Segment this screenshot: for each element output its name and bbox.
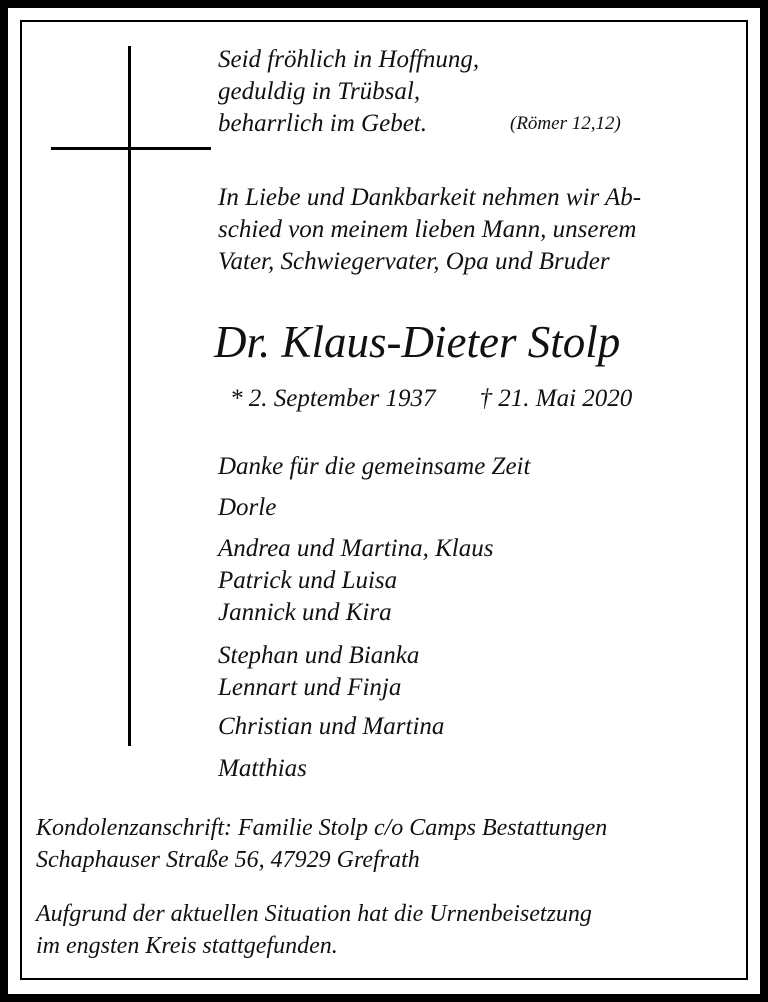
mourner-line: Stephan und Bianka bbox=[218, 642, 420, 669]
intro-line: In Liebe und Dankbarkeit nehmen wir Ab- bbox=[218, 184, 642, 211]
birth-date: * 2. September 1937 bbox=[230, 385, 436, 412]
condolence-line: Schaphauser Straße 56, 47929 Grefrath bbox=[36, 847, 420, 873]
mourner-group bbox=[218, 753, 307, 785]
verse-reference: (Römer 12,12) bbox=[510, 113, 621, 134]
mourner-group bbox=[218, 533, 493, 629]
intro-text bbox=[218, 182, 641, 278]
notice-line: im engsten Kreis stattgefunden. bbox=[36, 933, 338, 959]
thanks-line: Danke für die gemeinsame Zeit bbox=[218, 453, 531, 480]
burial-notice bbox=[36, 898, 592, 962]
mourner-line: Patrick und Luisa bbox=[218, 567, 398, 594]
intro-line: schied von meinem lieben Mann, unserem bbox=[218, 216, 637, 243]
condolence-address bbox=[36, 812, 607, 876]
verse-line: Seid fröhlich in Hoffnung, bbox=[218, 46, 480, 73]
verse-line: geduldig in Trübsal, bbox=[218, 78, 421, 105]
notice-line: Aufgrund der aktuellen Situation hat die Urnenbeisetzung bbox=[36, 901, 592, 927]
verse-line: beharrlich im Gebet. bbox=[218, 110, 427, 137]
intro-line: Vater, Schwiegervater, Opa und Bruder bbox=[218, 248, 610, 275]
mourner-line: Dorle bbox=[218, 494, 277, 521]
deceased-name: Dr. Klaus-Dieter Stolp bbox=[214, 317, 621, 367]
bible-verse bbox=[218, 44, 479, 140]
mourner-line: Christian und Martina bbox=[218, 713, 445, 740]
death-date: † 21. Mai 2020 bbox=[479, 385, 633, 412]
life-dates bbox=[230, 385, 632, 413]
cross-icon-bar bbox=[51, 147, 211, 150]
mourner-line: Matthias bbox=[218, 755, 307, 782]
mourner-line: Jannick und Kira bbox=[218, 599, 392, 626]
cross-icon bbox=[128, 46, 131, 746]
mourner-group bbox=[218, 640, 419, 704]
condolence-line: Kondolenzanschrift: Familie Stolp c/o Camps Bestattungen bbox=[36, 815, 608, 841]
mourner-group bbox=[218, 492, 276, 524]
mourner-line: Andrea und Martina, Klaus bbox=[218, 535, 494, 562]
mourner-group bbox=[218, 711, 444, 743]
mourner-line: Lennart und Finja bbox=[218, 674, 402, 701]
